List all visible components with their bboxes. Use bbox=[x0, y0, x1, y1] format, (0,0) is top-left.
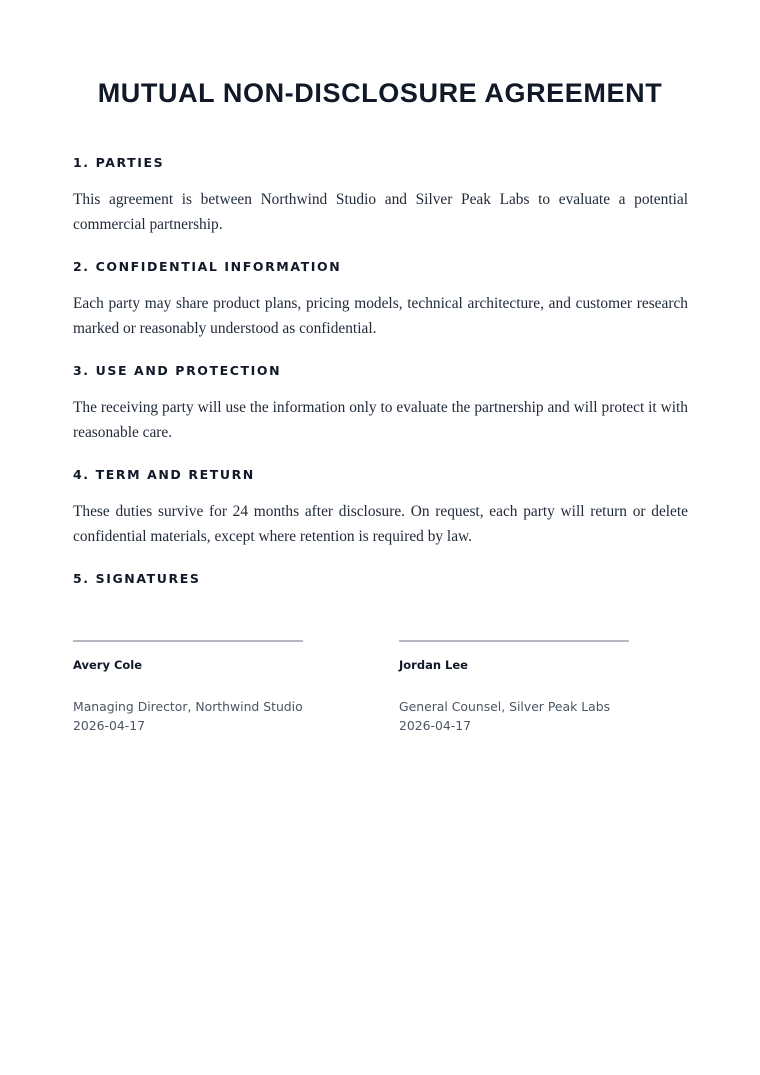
section-use-and-protection bbox=[73, 363, 688, 445]
signatory-title: Managing Director, Northwind Studio bbox=[73, 699, 303, 714]
document-title: MUTUAL NON-DISCLOSURE AGREEMENT bbox=[97, 78, 663, 108]
signature-line[interactable] bbox=[399, 640, 629, 642]
signature-date: 2026-04-17 bbox=[73, 718, 146, 733]
signatory-name: Jordan Lee bbox=[399, 658, 468, 672]
section-body: Each party may share product plans, pricing models, technical architecture, and customer research marked or reasonably understood as confidential. bbox=[73, 295, 688, 337]
signature-block-first bbox=[73, 640, 313, 735]
signature-line[interactable] bbox=[73, 640, 303, 642]
signatory-title: General Counsel, Silver Peak Labs bbox=[399, 699, 611, 714]
section-heading: 3. USE AND PROTECTION bbox=[73, 363, 282, 378]
section-term-and-return bbox=[73, 467, 688, 549]
signature-block-second bbox=[399, 640, 639, 735]
signature-date: 2026-04-17 bbox=[399, 718, 472, 733]
section-heading: 1. PARTIES bbox=[73, 155, 165, 170]
section-confidential-information bbox=[73, 259, 688, 341]
section-body: The receiving party will use the information only to evaluate the partnership and will protect it with reasonable care. bbox=[73, 399, 688, 441]
section-body: These duties survive for 24 months after disclosure. On request, each party will return or delete confidential materials, except where retention is required by law. bbox=[73, 503, 688, 545]
section-heading: 5. SIGNATURES bbox=[73, 571, 201, 586]
section-parties bbox=[73, 155, 688, 237]
signatory-name: Avery Cole bbox=[73, 658, 143, 672]
section-signatures bbox=[73, 571, 688, 587]
section-heading: 2. CONFIDENTIAL INFORMATION bbox=[73, 259, 342, 274]
section-body: This agreement is between Northwind Studio and Silver Peak Labs to evaluate a potential commercial partnership. bbox=[73, 191, 688, 233]
section-heading: 4. TERM AND RETURN bbox=[73, 467, 255, 482]
